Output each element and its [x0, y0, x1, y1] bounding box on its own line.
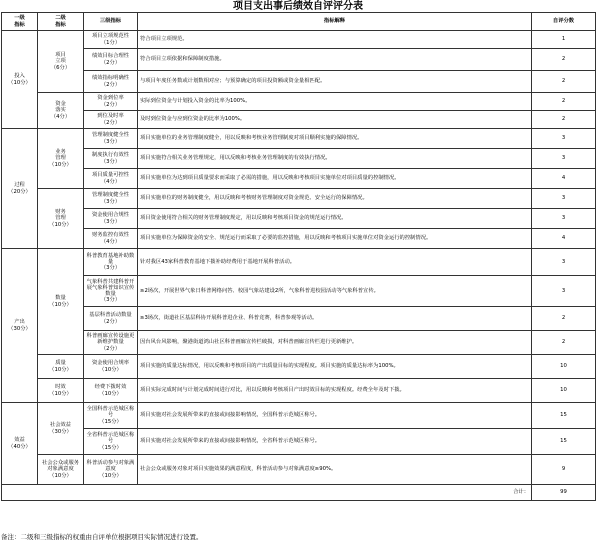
- explain-cell: 项目实施对社会发展所带来的直接或间接影响情况，全国科普示范城区称号。: [138, 403, 532, 429]
- level2-name: 时效: [55, 384, 66, 391]
- level2-yewu: [38, 129, 84, 189]
- table-row: [2, 403, 596, 429]
- score-cell: 3: [532, 149, 596, 169]
- score-cell: 1: [532, 31, 596, 49]
- level3-score: （3分）: [100, 138, 121, 145]
- level2-score: （10分）: [49, 472, 72, 479]
- level3-name: 财务监控有效性: [91, 232, 130, 239]
- level3-score: （2分）: [100, 318, 121, 325]
- level3-score: （2分）: [100, 59, 121, 66]
- score-cell: 3: [532, 209, 596, 229]
- level3-cell: [84, 149, 138, 169]
- explain-cell: 实际到位资金与计划投入资金的比率为100%。: [138, 93, 532, 111]
- level3-name: 全国科普示范城区称号: [86, 406, 135, 419]
- level2-name: 资金 落实: [55, 101, 66, 114]
- explain-cell: 项目实施对社会发展所带来的直接或间接影响情况，全省科普示范城区称号。: [138, 429, 532, 455]
- table-row: [2, 307, 596, 331]
- table-row: [2, 249, 596, 276]
- level2-shuliang: [38, 249, 84, 355]
- explain-cell: 社会公众或服务对象对项目实施效果的满意程度，科普活动参与对象满意度≥90%。: [138, 455, 532, 485]
- level3-cell: [84, 429, 138, 455]
- level3-name: 基层科普活动数量: [89, 312, 132, 319]
- level2-score: （10分）: [49, 161, 72, 168]
- level3-score: （4分）: [100, 178, 121, 185]
- score-cell: 2: [532, 331, 596, 355]
- explain-cell: 项目实际完成时间与计划完成时间进行对比，用以反映和考核项目产出时效目标的实现程度。经费全年及时下拨。: [138, 379, 532, 403]
- level3-cell: [84, 276, 138, 307]
- score-cell: 2: [532, 71, 596, 93]
- level2-name: 质量: [55, 360, 66, 367]
- page-title: 项目支出事后绩效自评评分表: [233, 1, 363, 12]
- level3-score: （4分）: [100, 238, 121, 245]
- table-row: [2, 379, 596, 403]
- level1-name: 过程: [14, 182, 25, 189]
- table-row: [2, 229, 596, 249]
- level3-cell: [84, 49, 138, 71]
- level3-cell: [84, 93, 138, 111]
- level3-cell: [84, 189, 138, 209]
- level2-score: （30分）: [49, 428, 72, 435]
- level3-cell: [84, 31, 138, 49]
- level3-cell: [84, 209, 138, 229]
- table-row: [2, 49, 596, 71]
- table-row: [2, 209, 596, 229]
- footnote: 备注：二级和三级指标的权重由自评单位根据项目实际情况进行设置。: [1, 533, 203, 541]
- level2-shixiao: [38, 379, 84, 403]
- level3-score: （10分）: [99, 366, 122, 373]
- level3-cell: [84, 229, 138, 249]
- level3-name: 到位及时率: [97, 113, 124, 120]
- level3-cell: [84, 169, 138, 189]
- explain-cell: 项目实施符合相关业务管理规定，用以反映和考核业务管理制度的有效执行情况。: [138, 149, 532, 169]
- level3-score: （3分）: [100, 297, 121, 304]
- level3-score: （3分）: [100, 158, 121, 165]
- explain-cell: 针对我区43家科普教育基地下拨补助经费用于基地开展科普活动。: [138, 249, 532, 276]
- level3-cell: [84, 129, 138, 149]
- level2-name: 业务 管理: [55, 149, 66, 162]
- header-level3: 三级指标: [84, 13, 138, 31]
- level3-score: （2分）: [100, 101, 121, 108]
- table-row: [2, 149, 596, 169]
- level3-score: （2分）: [100, 119, 121, 126]
- level3-score: （15分）: [99, 418, 122, 425]
- level2-name: 项目 立项: [55, 52, 66, 65]
- level3-score: （10分）: [99, 472, 122, 479]
- header-level1: 一级 指标: [2, 13, 38, 31]
- level2-score: （6分）: [50, 64, 71, 71]
- level3-name: 管理制度健全性: [91, 192, 130, 199]
- score-cell: 3: [532, 276, 596, 307]
- score-cell: 2: [532, 111, 596, 129]
- table-row: [2, 129, 596, 149]
- explain-cell: 符合项目立项依据和保障制度措施。: [138, 49, 532, 71]
- level2-name: 财务 管理: [55, 209, 66, 222]
- level1-score: （40分）: [8, 443, 31, 450]
- level3-cell: [84, 355, 138, 379]
- table-row: [2, 31, 596, 49]
- level3-name: 绩效目标合理性: [91, 53, 130, 60]
- level3-score: （3分）: [100, 218, 121, 225]
- level2-name: 数量: [55, 295, 66, 302]
- table-row: [2, 169, 596, 189]
- score-cell: 10: [532, 379, 596, 403]
- score-cell: 2: [532, 49, 596, 71]
- score-cell: 15: [532, 429, 596, 455]
- level3-score: （2分）: [100, 81, 121, 88]
- explain-cell: 符合项目立项规范。: [138, 31, 532, 49]
- level2-score: （10分）: [49, 301, 72, 308]
- level2-name: 社会效益: [49, 422, 72, 429]
- level1-input: [2, 31, 38, 129]
- explain-cell: ≥3场次，街道社区基层科协开展科普进企业、科普竞赛，科普参观等活动。: [138, 307, 532, 331]
- score-cell: 3: [532, 189, 596, 209]
- score-cell: 4: [532, 229, 596, 249]
- level1-score: （10分）: [8, 79, 31, 86]
- level3-name: 绩效指标明确性: [91, 75, 130, 82]
- level1-output: [2, 249, 38, 403]
- level3-cell: [84, 379, 138, 403]
- score-cell: 2: [532, 93, 596, 111]
- level2-lixiang: [38, 31, 84, 93]
- score-cell: 10: [532, 355, 596, 379]
- explain-cell: 项目实施单位的财务制度健全，用以反映和考核财务管理制度对资金规范、安全运行的保障情况。: [138, 189, 532, 209]
- table-row: [2, 93, 596, 111]
- level1-score: （30分）: [8, 325, 31, 332]
- table-row: [2, 429, 596, 455]
- level2-shehui: [38, 403, 84, 455]
- level1-name: 效益: [14, 437, 25, 444]
- level2-score: （10分）: [49, 366, 72, 373]
- level3-score: （10分）: [99, 390, 122, 397]
- level3-cell: [84, 307, 138, 331]
- level1-score: （20分）: [8, 188, 31, 195]
- level1-benefit: [2, 403, 38, 485]
- level2-score: （10分）: [49, 390, 72, 397]
- level3-name: 科普画廊宣传设施更新维护数量: [86, 333, 135, 346]
- score-table: [1, 12, 596, 501]
- level3-cell: [84, 403, 138, 429]
- level2-name: 社会公众或服务对象满意度: [41, 460, 80, 473]
- table-row: [2, 331, 596, 355]
- level3-name: 项目立项规范性: [91, 33, 130, 40]
- score-cell: 15: [532, 403, 596, 429]
- score-cell: 9: [532, 455, 596, 485]
- level3-score: （2分）: [100, 345, 121, 352]
- level2-caiwu: [38, 189, 84, 249]
- table-row: [2, 455, 596, 485]
- explain-cell: 与项目年度任务数或计划数相对应；与预算确定的项目投资额或资金量相匹配。: [138, 71, 532, 93]
- table-row: [2, 111, 596, 129]
- level3-name: 资金到位率: [97, 95, 124, 102]
- total-row: [2, 485, 596, 501]
- level3-name: 资金使用合规率: [91, 360, 130, 367]
- explain-cell: 项目实施单位为达到项目质量要求而采取了必需的措施，用以反映和考核项目实施单位对项目质量的控制情况。: [138, 169, 532, 189]
- level3-cell: [84, 455, 138, 485]
- explain-cell: ≥2场次，开展世界气象日科普网络问答、校园气象站建设2所，气象科普进校园活动等气象科普宣传。: [138, 276, 532, 307]
- table-row: [2, 71, 596, 93]
- level3-cell: [84, 111, 138, 129]
- score-cell: 3: [532, 129, 596, 149]
- level3-cell: [84, 71, 138, 93]
- level3-cell: [84, 331, 138, 355]
- level1-name: 投入: [14, 73, 25, 80]
- level3-score: （15分）: [99, 444, 122, 451]
- score-cell: 2: [532, 307, 596, 331]
- level1-name: 产出: [14, 319, 25, 326]
- level3-name: 项目质量可控性: [91, 172, 130, 179]
- total-label: 合计：: [2, 485, 532, 501]
- table-row: [2, 189, 596, 209]
- header-explain: 指标解释: [138, 13, 532, 31]
- level3-name: 科普活动参与对象满意度: [86, 460, 135, 473]
- level3-name: 气象科普共建科普开展气象科普知识宣传数量: [86, 278, 135, 297]
- level2-manyi: [38, 455, 84, 485]
- level3-score: （1分）: [100, 39, 121, 46]
- total-score: 99: [532, 485, 596, 501]
- score-cell: 3: [532, 249, 596, 276]
- explain-cell: 因台风台风影响，聚港街道鸿山社区科普画廊宣传栏破损，对科普画廊宣传栏进行更新维护。: [138, 331, 532, 355]
- level2-zhiliang: [38, 355, 84, 379]
- level2-score: （10分）: [49, 221, 72, 228]
- level3-name: 资金使用合规性: [91, 212, 130, 219]
- explain-cell: 项目实施的质量达标情况，用以反映和考核项目的产出质量目标的实现程度。项目实施的质量达标率为100%。: [138, 355, 532, 379]
- explain-cell: 项目资金使用符合相关的财务管理制度规定，用以反映和考核项目资金的规范运行情况。: [138, 209, 532, 229]
- explain-cell: 及时到位资金与应到位资金的比率为100%。: [138, 111, 532, 129]
- level1-process: [2, 129, 38, 249]
- header-score: 自评分数: [532, 13, 596, 31]
- table-row: [2, 276, 596, 307]
- level3-name: 经费下拨时效: [94, 384, 127, 391]
- level3-name: 管理制度健全性: [91, 132, 130, 139]
- level3-name: 科普教育基地补助数量: [86, 252, 135, 265]
- header-level2: 二级 指标: [38, 13, 84, 31]
- level3-cell: [84, 249, 138, 276]
- level3-name: 制度执行有效性: [91, 152, 130, 159]
- table-header-row: [2, 13, 596, 31]
- level3-score: （3分）: [100, 198, 121, 205]
- explain-cell: 项目实施单位为保障资金的安全、规范运行而采取了必要的监控措施，用以反映和考核项目实施单位对资金运行的控制情况。: [138, 229, 532, 249]
- level3-score: （3分）: [100, 265, 121, 272]
- level2-zijin: [38, 93, 84, 129]
- table-row: [2, 355, 596, 379]
- score-cell: 4: [532, 169, 596, 189]
- level2-score: （4分）: [50, 113, 71, 120]
- level3-name: 全省科普示范城区称号: [86, 432, 135, 445]
- explain-cell: 项目实施单位的业务管理制度健全，用以反映和考核业务管理制度对项目顺利实施的保障情况。: [138, 129, 532, 149]
